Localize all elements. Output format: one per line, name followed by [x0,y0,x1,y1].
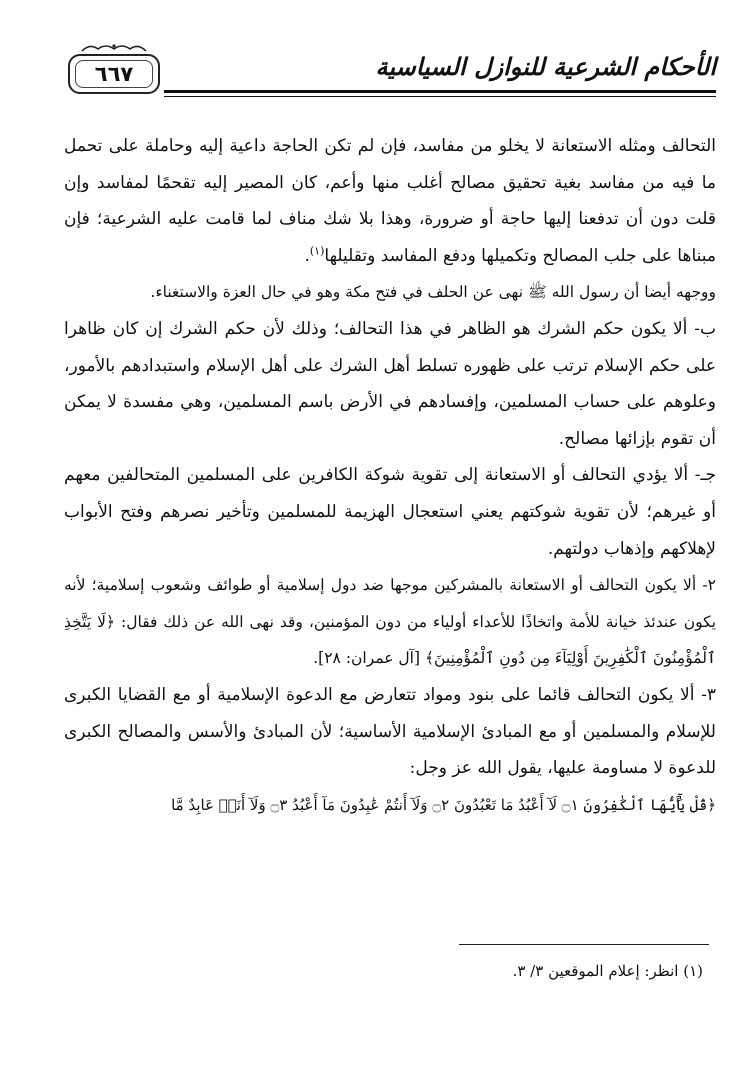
footnote-separator [459,944,709,945]
footnote-ref: (١) [309,244,325,258]
body-text [64,128,716,823]
paragraph: ووجهه أيضا أن رسول الله ﷺ نهى عن الحلف في فتح مكة وهو في حال العزة والاستغناء. [150,283,716,302]
page-number-frame [68,54,160,94]
paragraph: ٢- ألا يكون التحالف أو الاستعانة بالمشركين موجها ضد دول إسلامية أو طوائف وشعوب إسلامية؛ لأنه يكون عندئذ خيانة للأمة واتخاذًا للأعداء أولياء من دون المؤمنين، وقد نهى الله عن ذلك فقال: ﴿لَا يَتَّخِذِ ٱلْمُؤْمِنُونَ ٱلْكَٰفِرِينَ أَوْلِيَآءَ مِن دُونِ ٱلْمُؤْمِنِينَ﴾ [آل عمران: ٢٨]. [64,576,716,668]
paragraph: ٣- ألا يكون التحالف قائما على بنود ومواد تتعارض مع الدعوة الإسلامية أو مع القضايا الكبرى للإسلام والمسلمين أو مع المبادئ الإسلامية الأساسية؛ لأن المبادئ والأسس والمصالح الكبرى للدعوة لا مساومة عليها، يقول الله عز وجل: [64,684,716,779]
paragraph: جـ- ألا يؤدي التحالف أو الاستعانة إلى تقوية شوكة الكافرين على المسلمين المتحالفين معهم أو غيرهم؛ لأن تقوية شوكتهم يعني استعجال الهزيمة للمسلمين وتأخير نصرهم وفتح الأبواب لإهلاكهم وإذهاب دولتهم. [64,465,716,559]
running-title: الأحكام الشرعية للنوازل السياسية [375,52,716,81]
quran-verse: ﴿قُلْ يَٰٓأَيُّهَا ٱلْكَٰفِرُونَ ۝١ لَآ أَعْبُدُ مَا تَعْبُدُونَ ۝٢ وَلَآ أَنتُمْ عَٰبِدُونَ مَآ أَعْبُدُ ۝٣ وَلَآ أَنَا۠ عَابِدٌ مَّا [171,795,716,814]
header-rule [164,90,716,93]
ornament-icon [80,43,148,53]
paragraph: التحالف ومثله الاستعانة لا يخلو من مفاسد، فإن لم تكن الحاجة داعية إليه وحاملة على تحمل ما فيه من مفاسد بغية تحقيق مصالح أغلب منها وأعم، كان المصير إليه تقحمًا لمفاسد وإن قلت دون أن تدفعنا إليها حاجة أو ضرورة، وهذا بلا شك مناف لما قامت عليه الشرعية؛ فإن مبناها على جلب المصالح وتكميلها ودفع المفاسد وتقليلها$^{(١)}$. [64,136,716,266]
page-number: ٦٦٧ [94,62,134,86]
footnote: (١) انظر: إعلام الموقعين ٣/ ٣. [512,962,703,980]
running-header [68,50,716,100]
paragraph: ب- ألا يكون حكم الشرك هو الظاهر في هذا التحالف؛ وذلك لأن حكم الشرك إن كان ظاهرا على حكم الإسلام ترتب على ظهوره تسلط أهل الشرك على أهل الإسلام واستبدادهم بالأمور، وعلوهم على حساب المسلمين، وإفسادهم في الأرض باسم المسلمين، وهي مفسدة لا يمكن أن تقوم بإزائها مصالح. [64,318,716,449]
header-rule-thin [164,96,716,97]
